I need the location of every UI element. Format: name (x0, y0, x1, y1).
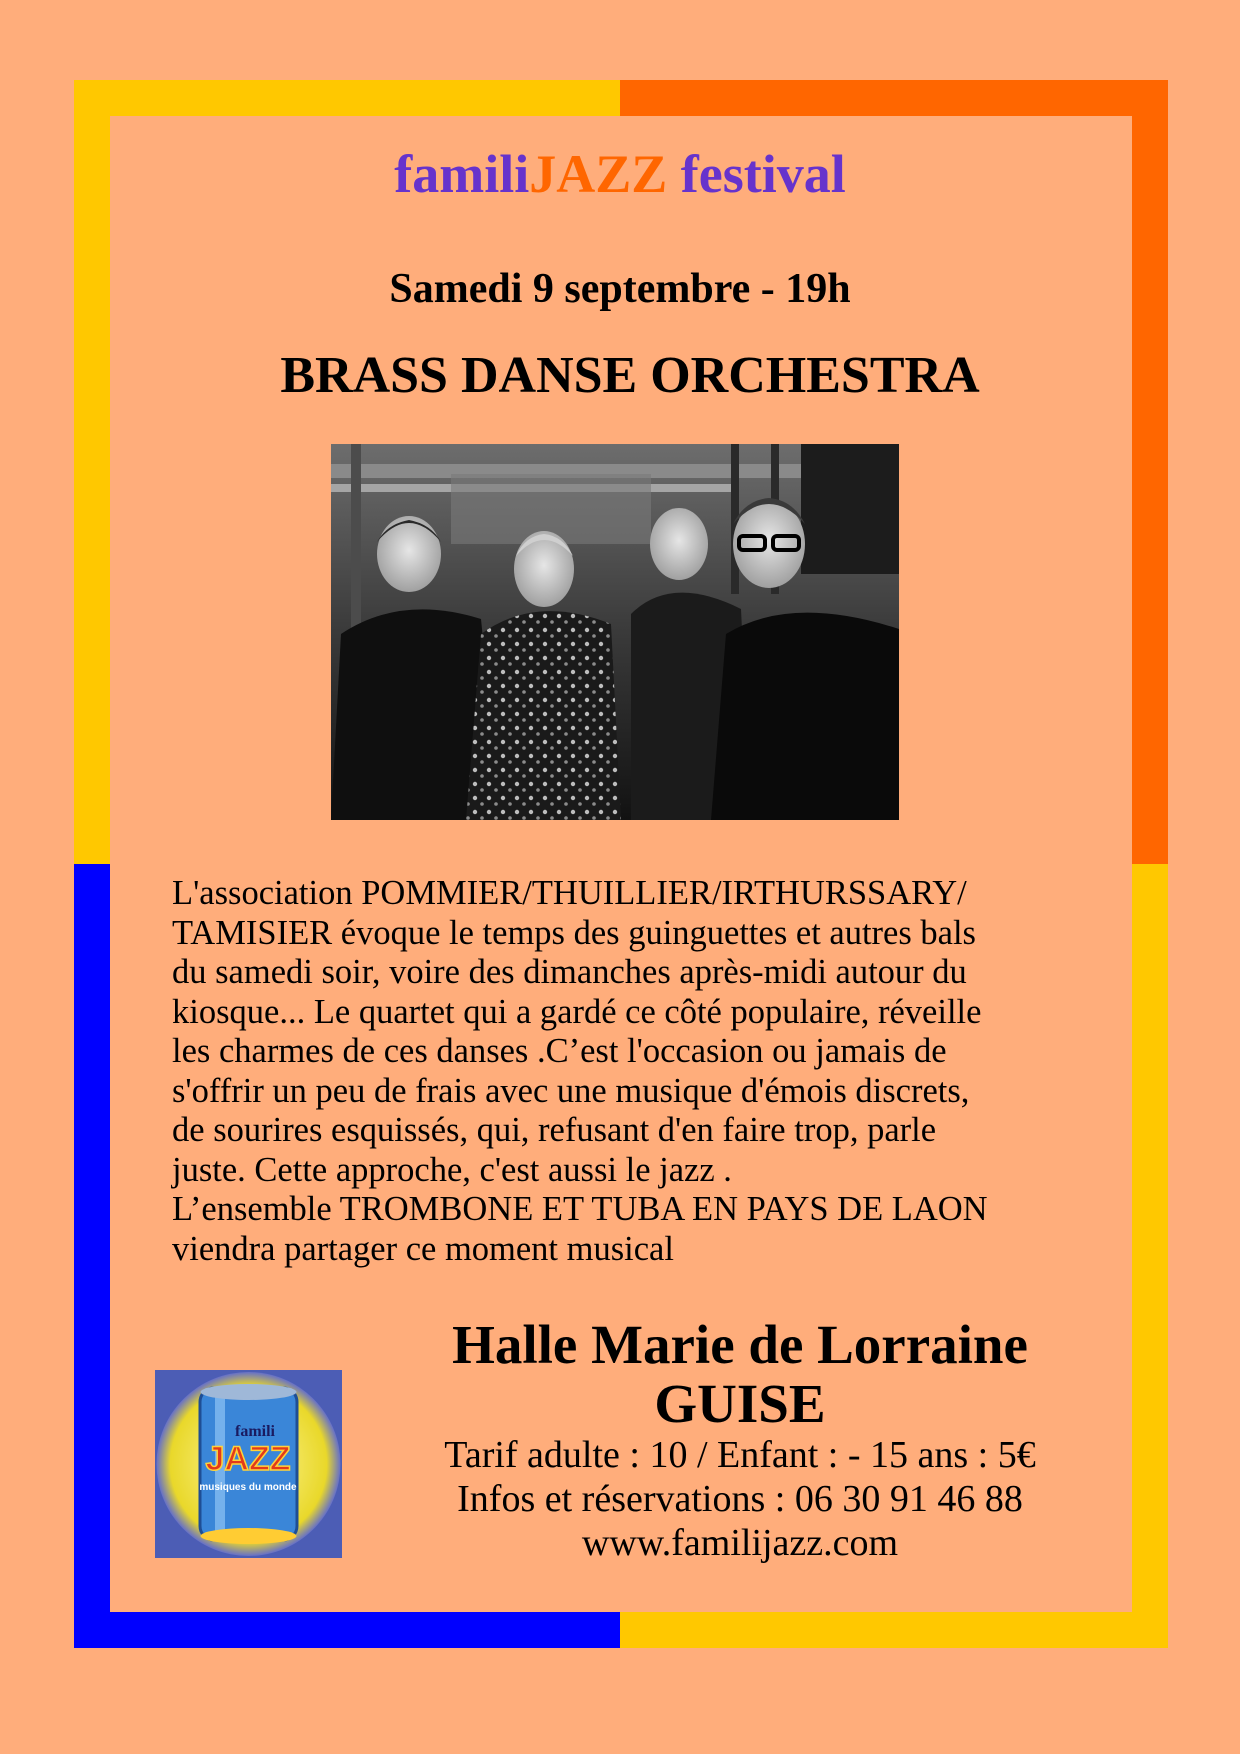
band-photo (331, 444, 899, 820)
logo-line1: famili (235, 1423, 275, 1440)
frame-left-bottom (74, 864, 110, 1648)
frame-bottom-left (74, 1612, 620, 1648)
booking-info: Infos et réservations : 06 30 91 46 88 (457, 1478, 1023, 1520)
event-date: Samedi 9 septembre - 19h (389, 266, 851, 312)
title-part-jazz: JAZZ (529, 144, 668, 204)
frame-bottom-right (620, 1612, 1168, 1648)
venue-info (360, 1315, 1120, 1565)
frame-top-left (74, 80, 620, 116)
frame-top-right (620, 80, 1168, 116)
venue-name: Halle Marie de Lorraine (452, 1314, 1028, 1375)
festival-title (200, 142, 1040, 206)
website-link[interactable]: www.familijazz.com (581, 1522, 899, 1564)
band-name: BRASS DANSE ORCHESTRA (280, 347, 980, 404)
familijazz-logo (155, 1370, 342, 1558)
ticket-prices: Tarif adulte : 10 / Enfant : - 15 ans : 5€ (444, 1434, 1036, 1476)
logo-line3: musiques du monde (199, 1482, 297, 1493)
title-part-festival: festival (667, 144, 846, 204)
frame-right-bottom (1132, 864, 1168, 1648)
logo-line2: JAZZ (205, 1440, 291, 1478)
event-description: L'association POMMIER/THUILLIER/IRTHURSSARY/ TAMISIER évoque le temps des guinguettes et autres bals du samedi soir, voire des dimanches après-midi autour du kiosque... Le quartet qui a gardé ce côté populaire, réveille les charmes de ces danses .C’est l'occasion ou jamais de s'offrir un peu de frais avec une musique d'émois discrets, de sourires esquissés, qui, refusant d'en faire trop, parle juste. Cette approche, c'est aussi le jazz . L’ensemble TROMBONE ET TUBA EN PAYS DE LAON viendra partager ce moment musical (172, 874, 988, 1268)
venue-city: GUISE (654, 1373, 826, 1434)
frame-left-top (74, 80, 110, 864)
title-part-famili: famili (394, 144, 530, 204)
frame-right-top (1132, 80, 1168, 864)
